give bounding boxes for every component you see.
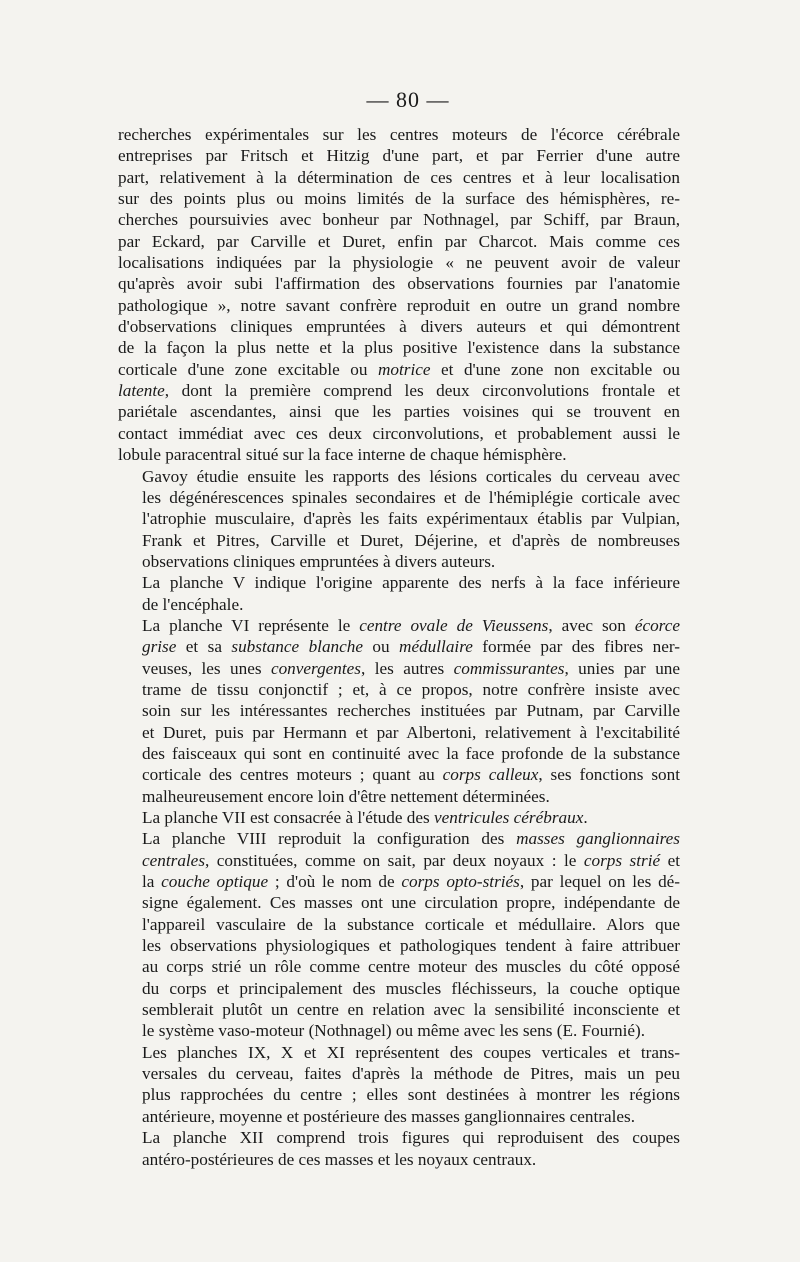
text-line: semblerait plutôt un centre en relation avec la sensibilité inconsciente et	[142, 1000, 680, 1020]
text-line: centrales, constituées, comme on sait, par deux noyaux : le corps strié et	[142, 850, 680, 870]
text-line: par Eckard, par Carville et Duret, enfin par Charcot. Mais comme ces	[118, 231, 680, 251]
italic-term: corps opto-striés	[401, 872, 520, 892]
text-line: d'observations cliniques empruntées à divers auteurs et qui démontrent	[118, 317, 680, 337]
italic-term: ventricules cérébraux	[433, 808, 584, 827]
text-line: La planche V indique l'origine apparente des nerfs à la face inférieure	[142, 573, 680, 593]
italic-term: substance blanche	[231, 637, 363, 657]
text-line: les observations physiologiques et pathologiques tendent à faire attribuer	[142, 936, 680, 956]
text-line: l'atrophie musculaire, d'après les faits expérimentaux établis par Vulpian,	[142, 509, 680, 529]
text-line: le système vaso-moteur (Nothnagel) ou même avec les sens (E. Fournié).	[142, 1021, 646, 1041]
body-text	[118, 124, 680, 1170]
text-line: pathologique », notre savant confrère reproduit en outre un grand nombre	[118, 295, 680, 315]
text-line: antéro-postérieures de ces masses et les noyaux centraux.	[142, 1149, 537, 1169]
italic-term: médullaire	[399, 637, 473, 657]
text-line: soin sur les intéressantes recherches instituées par Putnam, par Carville	[142, 701, 680, 721]
text-line: latente, dont la première comprend les deux circonvolutions frontale et	[118, 381, 680, 401]
text-line: part, relativement à la détermination de ces centres et à leur localisation	[118, 167, 680, 187]
paragraph	[118, 615, 680, 807]
italic-term: corps strié	[583, 850, 661, 870]
italic-term: convergentes	[270, 658, 361, 678]
text-line: Les planches IX, X et XI représentent des coupes verticales et trans-	[142, 1042, 680, 1062]
text-line: La planche VI représente le centre ovale de Vieussens, avec son écorce	[142, 615, 680, 635]
text-line: observations cliniques empruntées à divers auteurs.	[142, 551, 496, 571]
text-line: La planche XII comprend trois figures qui reproduisent des coupes	[142, 1128, 680, 1148]
italic-term: écorce	[634, 615, 680, 635]
text-line: signe également. Ces masses ont une circulation propre, indépendante de	[142, 893, 680, 913]
paragraph	[118, 466, 680, 573]
text-line: recherches expérimentales sur les centres moteurs de l'écorce cérébrale	[118, 125, 680, 144]
text-line: La planche VIII reproduit la configuration des masses ganglionnaires	[142, 829, 680, 849]
italic-term: centrales	[142, 850, 206, 870]
text-line: des faisceaux qui sont en continuité avec la face profonde de la substance	[142, 743, 680, 763]
italic-term: grise	[142, 637, 177, 657]
text-line: de la façon la plus nette et la plus positive l'existence dans la substance	[118, 338, 680, 358]
text-line: trame de tissu conjonctif ; et, à ce propos, notre confrère insiste avec	[142, 679, 680, 699]
text-line: et Duret, puis par Hermann et par Albertoni, relativement à l'excitabilité	[142, 722, 680, 742]
text-line: pariétale ascendantes, ainsi que les parties voisines qui se trouvent en	[118, 402, 680, 422]
text-line: veuses, les unes convergentes, les autres commissurantes, unies par une	[142, 658, 681, 678]
paragraph	[118, 1127, 680, 1170]
paragraph	[118, 124, 680, 466]
text-line: antérieure, moyenne et postérieure des masses ganglionnaires centrales.	[142, 1106, 635, 1126]
italic-term: latente	[118, 381, 165, 401]
text-line: contact immédiat avec ces deux circonvolutions, et probablement aussi le	[118, 423, 680, 443]
text-line: grise et sa substance blanche ou médullaire formée par des fibres ner-	[142, 637, 680, 657]
text-line: sur des points plus ou moins limités de la surface des hémisphères, re-	[118, 189, 680, 209]
text-line: les dégénérescences spinales secondaires et de l'hémiplégie corticale avec	[142, 487, 680, 507]
text-line: corticale des centres moteurs ; quant au corps calleux, ses fonctions sont	[142, 765, 680, 785]
italic-term: couche optique	[161, 872, 269, 892]
text-line: entreprises par Fritsch et Hitzig d'une part, et par Ferrier d'une autre	[118, 146, 680, 166]
text-line: au corps strié un rôle comme centre moteur des muscles du côté opposé	[142, 957, 680, 977]
italic-term: corps calleux	[442, 765, 539, 785]
text-line: plus rapprochées du centre ; elles sont destinées à montrer les régions	[142, 1085, 680, 1105]
paragraph	[118, 828, 680, 1041]
italic-term: commissurantes	[453, 658, 565, 678]
text-line: Gavoy étudie ensuite les rapports des lésions corticales du cerveau avec	[142, 466, 680, 486]
text-line: lobule paracentral situé sur la face interne de chaque hémisphère.	[118, 445, 567, 465]
paragraph	[118, 807, 680, 828]
text-line: l'appareil vasculaire de la substance corticale et médullaire. Alors que	[142, 914, 680, 934]
text-line: qu'après avoir subi l'affirmation des observations fournies par l'anatomie	[118, 274, 680, 294]
text-line: de l'encéphale.	[142, 594, 244, 614]
paragraph	[118, 572, 680, 615]
page-number: — 80 —	[366, 87, 450, 112]
text-line: du corps et principalement des muscles fléchisseurs, la couche optique	[142, 978, 680, 998]
text-line: corticale d'une zone excitable ou motrice et d'une zone non excitable ou	[118, 359, 680, 379]
italic-term: masses ganglionnaires	[516, 829, 680, 849]
italic-term: centre ovale de Vieussens	[359, 615, 549, 635]
text-line: la couche optique ; d'où le nom de corps opto-striés, par lequel on les dé-	[142, 872, 681, 892]
paragraph	[118, 1042, 680, 1127]
text-line: cherches poursuivies avec bonheur par Nothnagel, par Schiff, par Braun,	[118, 210, 680, 230]
text-line: Frank et Pitres, Carville et Duret, Déjerine, et d'après de nombreuses	[142, 530, 680, 550]
text-line: malheureusement encore loin d'être nettement déterminées.	[142, 786, 550, 806]
text-line: versales du cerveau, faites d'après la méthode de Pitres, mais un peu	[142, 1064, 680, 1084]
italic-term: motrice	[377, 359, 431, 379]
text-line: localisations indiquées par la physiologie « ne peuvent avoir de valeur	[118, 253, 680, 273]
text-line: La planche VII est consacrée à l'étude des ventricules cérébraux.	[142, 808, 588, 827]
